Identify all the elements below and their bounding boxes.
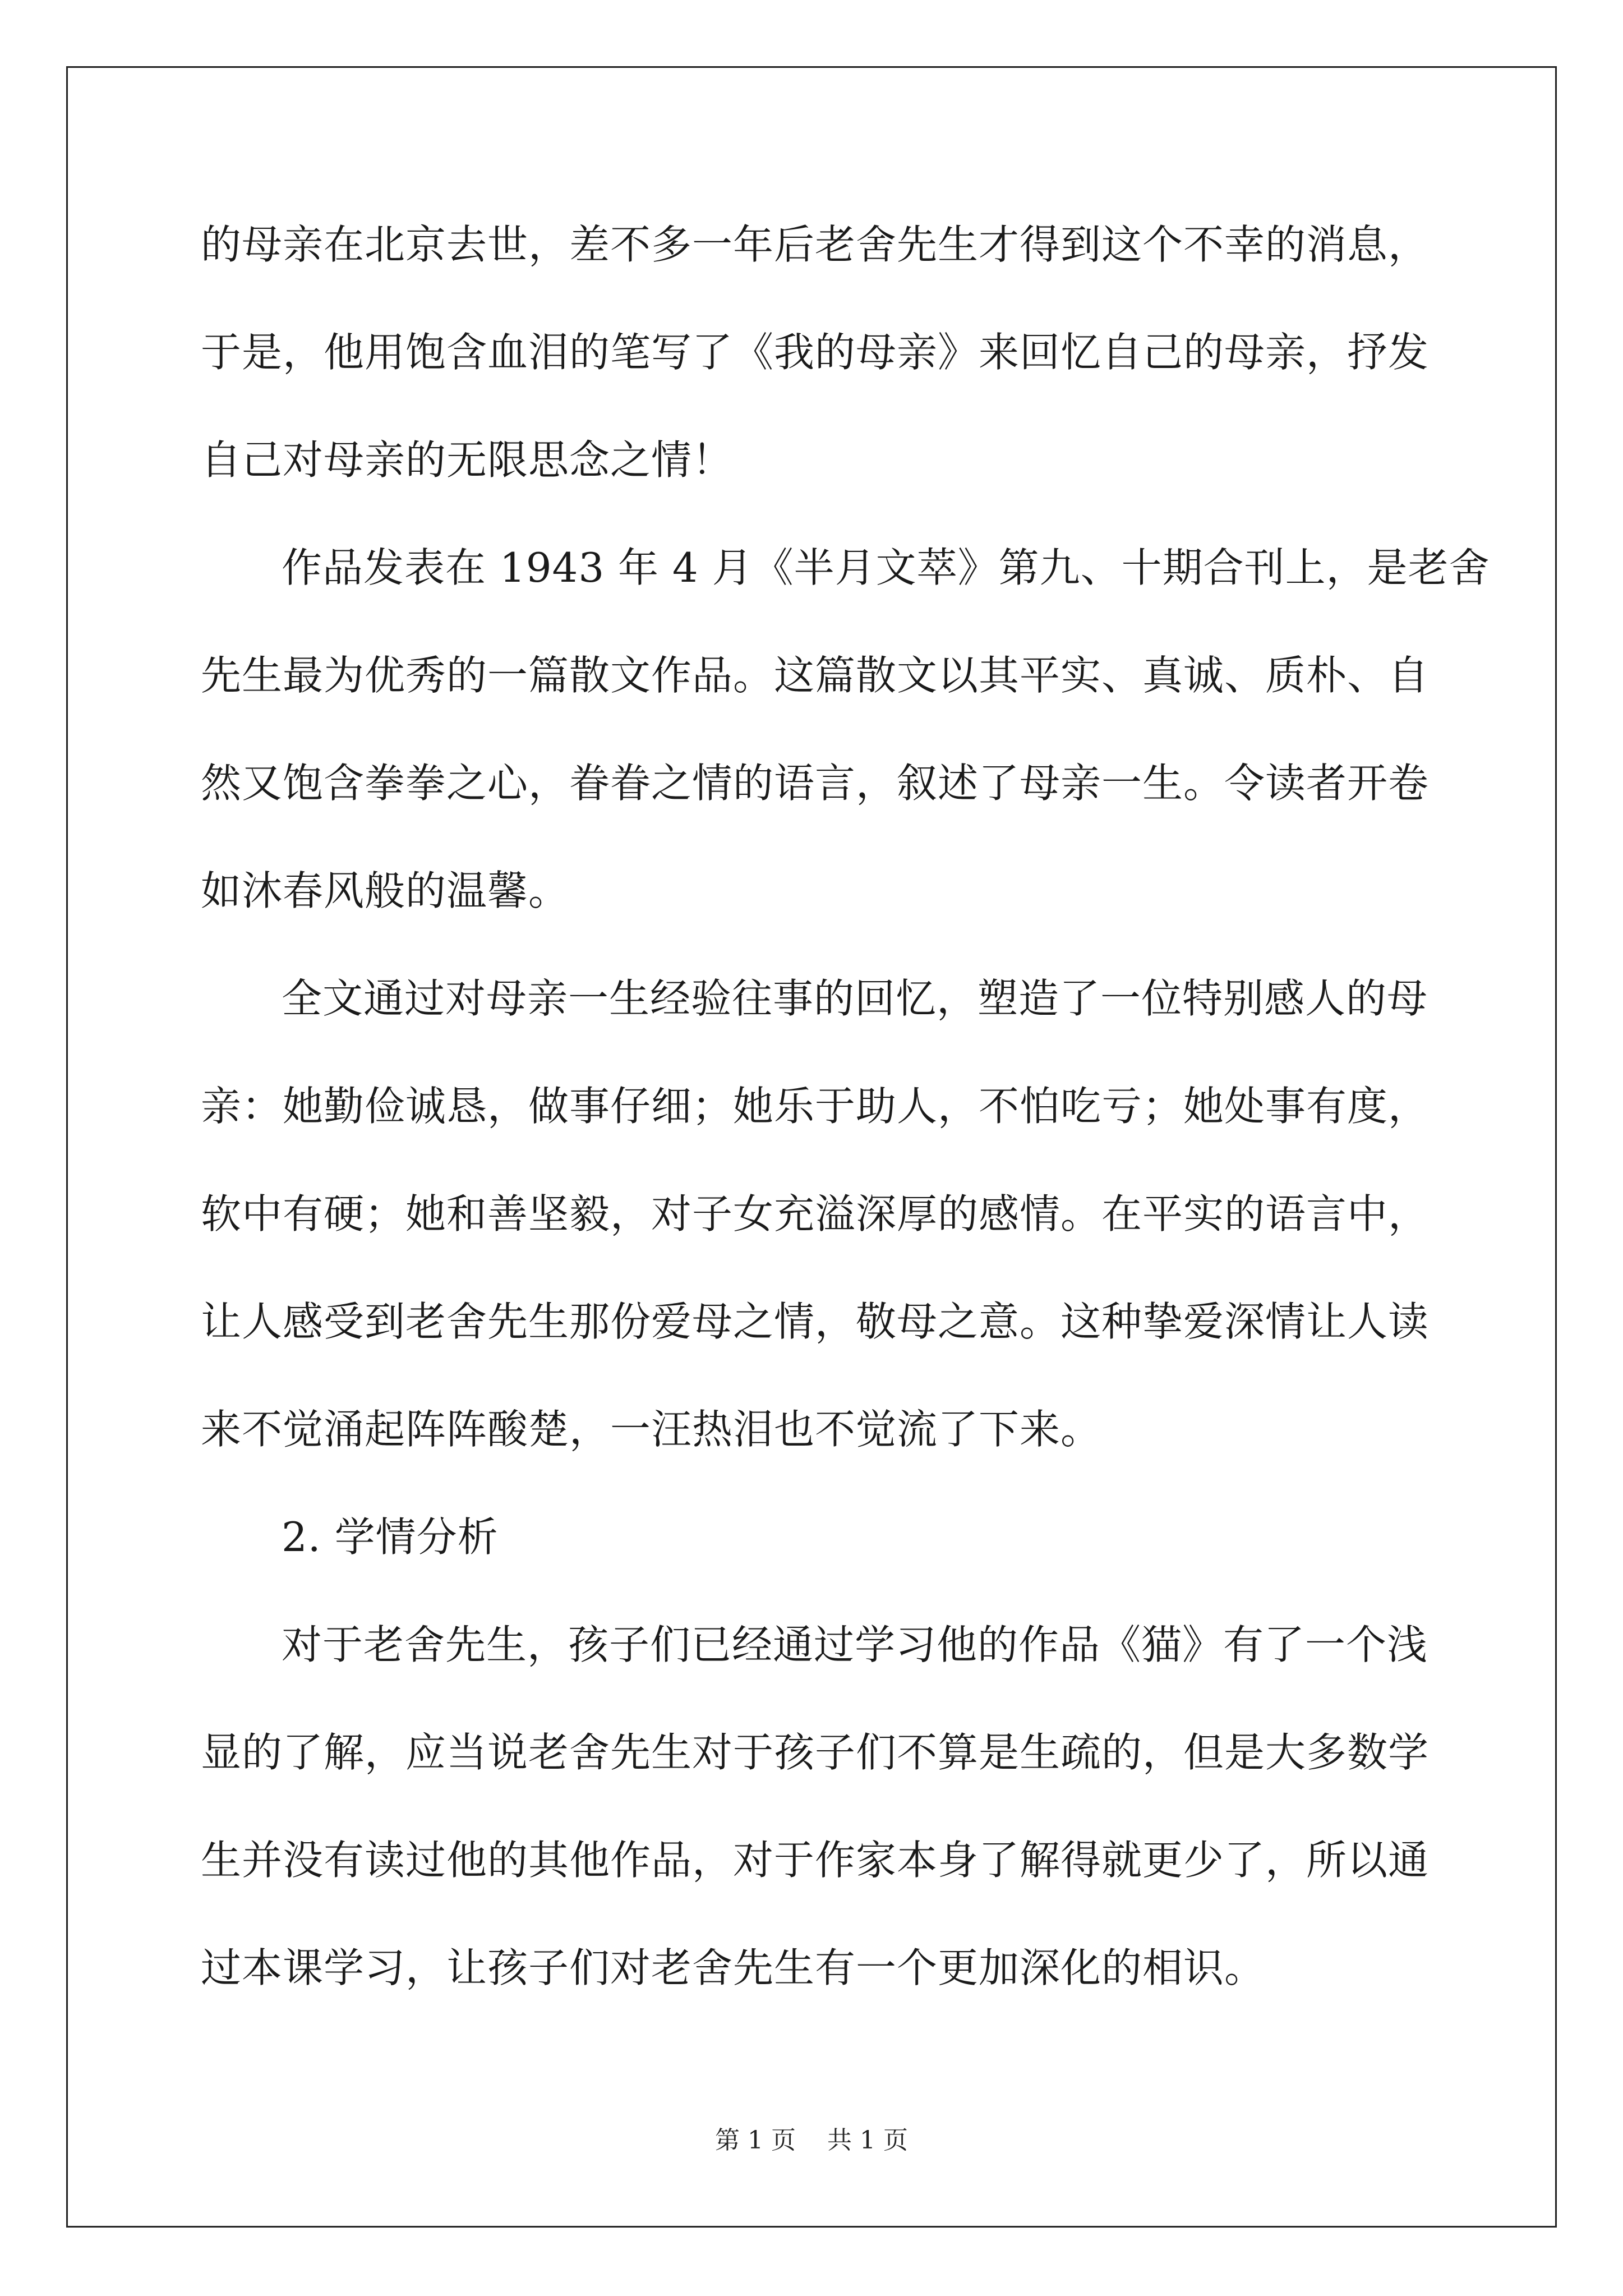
text-line: 显的了解，应当说老舍先生对于孩子们不算是生疏的，但是大多数学 xyxy=(201,1729,1430,1776)
text-line: 自己对母亲的无限思念之情！ xyxy=(201,436,734,484)
paragraph-first-line: 全文通过对母亲一生经验往事的回忆，塑造了一位特别感人的母 xyxy=(282,975,1428,1022)
text-line: 先生最为优秀的一篇散文作品。这篇散文以其平实、真诚、质朴、自 xyxy=(201,652,1430,699)
text-line: 来不觉涌起阵阵酸楚，一汪热泪也不觉流了下来。 xyxy=(201,1406,1102,1453)
section-heading: 2. 学情分析 xyxy=(282,1513,499,1561)
paragraph-first-line: 作品发表在 1943 年 4 月《半月文萃》第九、十期合刊上，是老舍 xyxy=(282,544,1490,591)
text-line: 软中有硬；她和善坚毅，对子女充溢深厚的感情。在平实的语言中， xyxy=(201,1190,1430,1237)
text-line: 亲：她勤俭诚恳，做事仔细；她乐于助人，不怕吃亏；她处事有度， xyxy=(201,1083,1430,1130)
text-line: 的母亲在北京去世，差不多一年后老舍先生才得到这个不幸的消息， xyxy=(201,221,1430,268)
paragraph-first-line: 对于老舍先生，孩子们已经通过学习他的作品《猫》有了一个浅 xyxy=(282,1621,1428,1668)
text-line: 于是，他用饱含血泪的笔写了《我的母亲》来回忆自己的母亲，抒发 xyxy=(201,329,1430,376)
page-number: 第 1 页 xyxy=(715,2126,796,2155)
text-line: 生并没有读过他的其他作品，对于作家本身了解得就更少了，所以通 xyxy=(201,1837,1430,1884)
page-footer xyxy=(0,2124,1623,2157)
text-line: 过本课学习，让孩子们对老舍先生有一个更加深化的相识。 xyxy=(201,1944,1266,1991)
text-line: 让人感受到老舍先生那份爱母之情，敬母之意。这种挚爱深情让人读 xyxy=(201,1298,1430,1345)
document-body xyxy=(201,191,1490,2022)
text-line: 然又饱含拳拳之心，眷眷之情的语言，叙述了母亲一生。令读者开卷 xyxy=(201,760,1430,807)
text-line: 如沐春风般的温馨。 xyxy=(201,867,570,914)
page-total: 共 1 页 xyxy=(827,2126,908,2155)
